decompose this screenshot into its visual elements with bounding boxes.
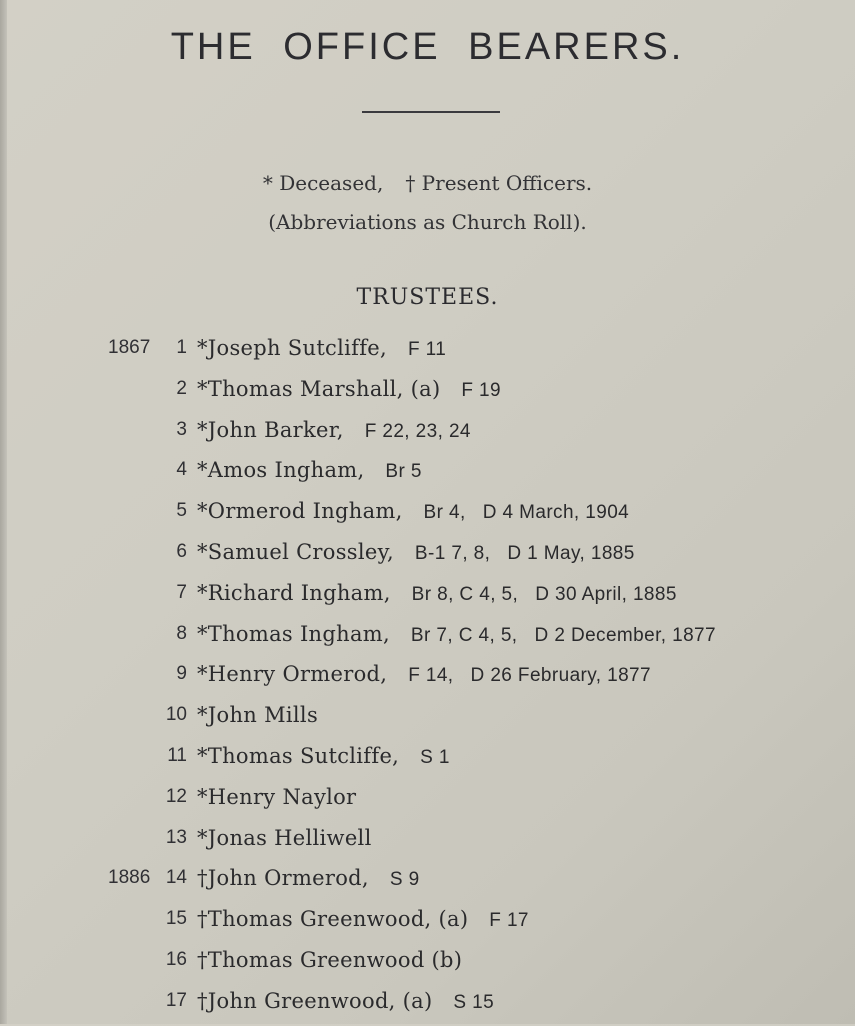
entry-name-text: *Jonas Helliwell	[197, 825, 372, 850]
entry-number: 3	[176, 418, 187, 440]
list-item	[0, 373, 855, 414]
legend-abbreviations: (Abbreviations as Church Roll).	[268, 210, 587, 234]
legend-deceased: * Deceased,	[262, 171, 384, 195]
entry-number: 9	[176, 663, 187, 685]
list-item	[0, 822, 855, 863]
legend-line	[0, 171, 855, 195]
entry-number: 5	[176, 500, 187, 522]
entry-name	[197, 454, 422, 488]
entry-references: S 15	[453, 991, 495, 1013]
entry-name-text: †John Greenwood, (a)	[197, 988, 433, 1013]
entry-number: 1	[176, 337, 187, 358]
entry-number: 10	[165, 704, 187, 726]
legend-present: † Present Officers.	[405, 171, 593, 195]
entry-name	[197, 414, 471, 448]
entry-number: 8	[176, 622, 187, 644]
entry-name	[197, 822, 393, 856]
list-item	[0, 781, 855, 822]
entry-number: 17	[165, 989, 187, 1011]
entry-references: S 1	[420, 746, 450, 768]
entry-number: 16	[165, 948, 187, 970]
entry-name	[197, 536, 635, 570]
list-item	[0, 699, 855, 740]
page-title: THE OFFICE BEARERS.	[170, 26, 685, 68]
entry-references: F 11	[407, 339, 447, 360]
entry-references: B-1 7, 8, D 1 May, 1885	[414, 542, 635, 564]
entry-references: Br 5	[385, 461, 422, 483]
entry-references: Br 7, C 4, 5, D 2 December, 1877	[410, 624, 716, 646]
entry-number: 12	[165, 785, 187, 807]
entry-name	[197, 495, 629, 529]
list-item	[0, 862, 855, 903]
entry-references: F 22, 23, 24	[364, 420, 471, 442]
entry-number: 7	[176, 581, 187, 603]
list-item	[0, 903, 855, 944]
entry-references: F 19	[461, 379, 501, 401]
list-item	[0, 536, 855, 577]
entry-name	[197, 903, 529, 937]
entry-number: 14	[165, 867, 187, 889]
entry-name-text: *Amos Ingham,	[197, 458, 365, 483]
entry-name-text: †Thomas Greenwood, (a)	[197, 907, 469, 932]
entry-number: 13	[165, 826, 187, 848]
entry-name-text: †John Ormerod,	[197, 866, 369, 891]
list-item	[0, 985, 855, 1026]
entry-name	[197, 699, 339, 733]
entry-name	[197, 740, 450, 774]
entry-name	[197, 577, 677, 611]
entry-name	[197, 373, 501, 407]
entry-name	[197, 658, 651, 692]
entry-name-text: *John Mills	[197, 703, 319, 728]
entry-name	[197, 944, 483, 978]
entry-references: Br 8, C 4, 5, D 30 April, 1885	[411, 583, 677, 605]
entry-name	[197, 985, 494, 1019]
list-item	[0, 618, 855, 659]
entry-name	[197, 862, 420, 896]
entry-name	[197, 618, 716, 652]
entry-references: Br 4, D 4 March, 1904	[423, 502, 630, 524]
list-item	[0, 495, 855, 536]
entry-references: F 17	[489, 910, 529, 932]
entry-name-text: *John Barker,	[197, 417, 344, 442]
trustee-list	[0, 332, 855, 1026]
list-item	[0, 414, 855, 455]
list-item	[0, 332, 855, 373]
entry-name-text: *Ormerod Ingham,	[197, 499, 403, 524]
entry-name-text: *Joseph Sutcliffe,	[197, 336, 388, 360]
entry-references: F 14, D 26 February, 1877	[408, 665, 651, 687]
list-item	[0, 944, 855, 985]
entry-number: 15	[165, 908, 187, 930]
entry-name-text: *Thomas Sutcliffe,	[197, 743, 400, 768]
entry-year: 1867	[108, 337, 151, 358]
entry-name-text: *Henry Ormerod,	[197, 662, 388, 687]
entry-references: S 9	[389, 869, 420, 891]
entry-name-text: *Thomas Ingham,	[197, 621, 390, 646]
list-item	[0, 658, 855, 699]
entry-number: 11	[167, 744, 187, 766]
list-item	[0, 740, 855, 781]
entry-name-text: *Thomas Marshall, (a)	[197, 376, 441, 401]
entry-name	[197, 781, 377, 815]
entry-number: 2	[176, 377, 187, 399]
entry-name-text: †Thomas Greenwood (b)	[197, 947, 463, 972]
list-item	[0, 577, 855, 618]
title-rule	[362, 111, 500, 113]
entry-name-text: *Samuel Crossley,	[197, 539, 394, 564]
section-heading: TRUSTEES.	[356, 285, 499, 310]
entry-name-text: *Richard Ingham,	[197, 580, 391, 605]
entry-year: 1886	[108, 867, 151, 889]
entry-name	[197, 332, 446, 366]
entry-number: 6	[176, 540, 187, 562]
entry-name-text: *Henry Naylor	[197, 784, 357, 809]
list-item	[0, 454, 855, 495]
entry-number: 4	[176, 459, 187, 481]
